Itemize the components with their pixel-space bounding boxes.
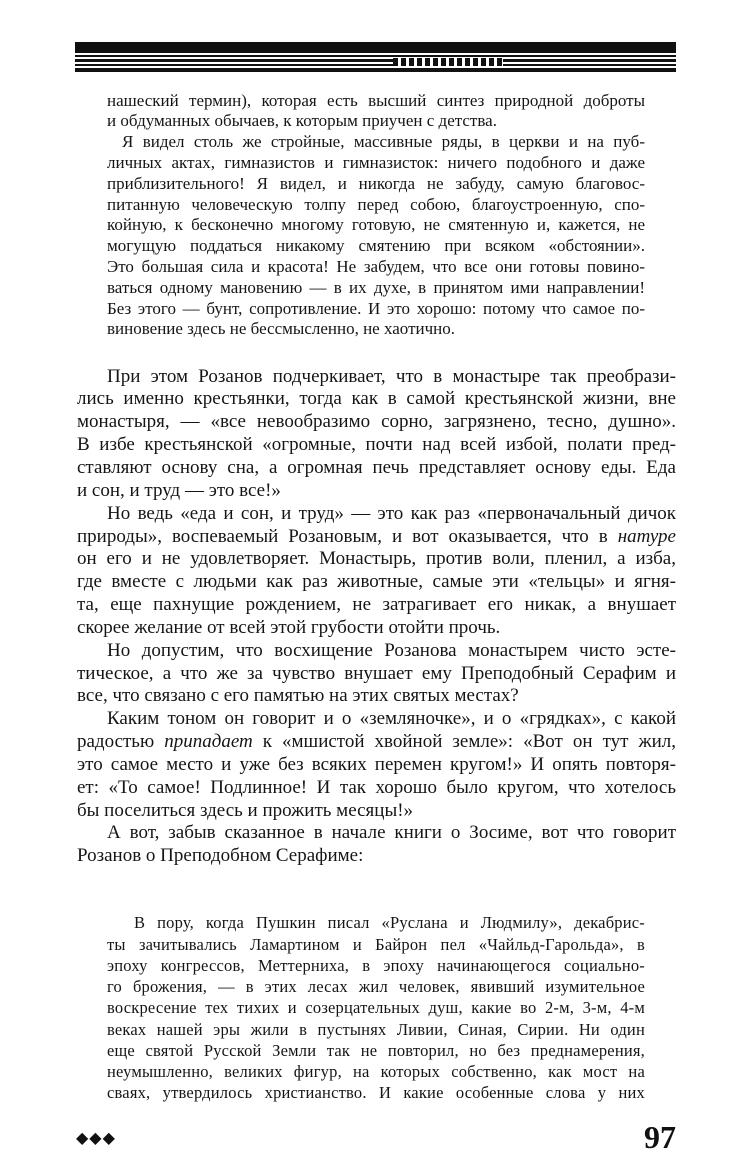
text-line: сваях, утвердилось христианство. И какие особенные слова у них <box>107 1083 645 1103</box>
text-line: приблизительного! Я видел, и никогда не забуду, самую благовос- <box>107 173 645 193</box>
text-line: и обдуманных обычаев, к которым приучен с детства. <box>107 111 497 131</box>
text-line: где вместе с людьми как раз животные, самые эти «тельцы» и ягня- <box>77 571 676 593</box>
text-line: питанную человеческую толпу перед собою, благоустроенную, спо- <box>107 194 645 214</box>
text-line: ет: «То самое! Подлинное! И так хорошо было кругом, что хотелось <box>77 776 676 798</box>
text-line: бы поселиться здесь и прожить месяцы!» <box>77 799 414 821</box>
text-line: та, еще пахнущие рождением, не затрагивает его никак, а внушает <box>77 594 676 616</box>
text-line: виновение здесь не бессмысленно, не хаотично. <box>107 319 456 339</box>
text-line: личных актах, гимназистов и гимназисток: ничего подобного и даже <box>107 152 645 172</box>
text-line: А вот, забыв сказанное в начале книги о Зосиме, вот что говорит <box>107 822 676 844</box>
page-number: 97 <box>644 1119 676 1155</box>
text-line: При этом Розанов подчеркивает, что в монастыре так преобрази- <box>107 365 676 387</box>
text-line: Каким тоном он говорит и о «земляночке», и о «грядках», с какой <box>107 708 676 730</box>
text-segment: радостью <box>77 731 165 753</box>
text-line: Но ведь «еда и сон, и труд» — это как раз «первоначальный дичок <box>107 502 676 524</box>
text-line: ты зачитывались Ламартином и Байрон пел «Чайльд-Гарольда», в <box>107 934 645 954</box>
text-line: нашеский термин), которая есть высший синтез природной доброты <box>107 90 645 110</box>
text-line: монастыря, — «все невообразимо сорно, загрязнено, тесно, душно». <box>77 411 676 433</box>
text-segment: природы», воспеваемый Розановым, и вот оказывается, что в <box>77 525 618 547</box>
text-line: могущую поддаться никакому смятению при всяком «обстоянии». <box>107 236 645 256</box>
emphasis-word: припадает <box>164 731 253 753</box>
text-line: В избе крестьянской «огромные, почти над всей избой, полати пред- <box>77 434 676 456</box>
text-line: и сон, и труд — это все!» <box>77 479 281 501</box>
text-line: скорее желание от всей этой грубости отойти прочь. <box>77 616 501 638</box>
block-quote-2 <box>107 912 645 1103</box>
text-segment: к «мшистой хвойной земле»: «Вот он тут жил, <box>252 731 676 753</box>
text-line: Но допустим, что восхищение Розанова монастырем чисто эсте- <box>107 639 676 661</box>
text-line: Я видел столь же стройные, массивные ряды, в церкви и на пуб- <box>122 132 645 152</box>
text-line: койную, к бесконечно многому готовую, не смятенную и, кажется, не <box>107 215 645 235</box>
text-line: эпоху конгрессов, Меттерниха, в эпоху начинающегося социально- <box>107 955 645 975</box>
text-line <box>77 731 676 754</box>
text-line: Розанов о Преподобном Серафиме: <box>77 845 364 867</box>
text-line: В пору, когда Пушкин писал «Руслана и Людмилу», декабрис- <box>134 913 645 933</box>
text-line: Без этого — бунт, сопротивление. И это хорошо: потому что самое по- <box>107 298 645 318</box>
header-decorative-rule <box>75 42 676 72</box>
text-line: тическое, а что же за чувство внушает ему Преподобный Серафим и <box>77 662 676 684</box>
text-line: неумышленно, великих фигур, на которых собственно, как мост на <box>107 1062 645 1082</box>
text-line: еще святой Русской Земли так не повторил, но без преднамерения, <box>107 1040 645 1060</box>
body-text <box>77 366 676 869</box>
rule-ornament <box>393 58 503 66</box>
emphasis-word: натуре <box>617 525 676 547</box>
footer-diamond-ornament: ◆◆◆ <box>76 1128 116 1147</box>
text-line: это самое место и уже без всяких перемен кругом!» И опять повторя- <box>77 753 676 775</box>
text-line: Это большая сила и красота! Не забудем, что все они готовы повино- <box>107 256 645 276</box>
text-line: ваться одному мановению — в их духе, в принятом ими направлении! <box>107 277 645 297</box>
text-line <box>77 526 676 549</box>
block-quote-1 <box>107 91 645 341</box>
text-line: он его и не удовлетворяет. Монастырь, против воли, пленил, а изба, <box>77 548 676 570</box>
text-line: ставляют основу сна, а огромная печь представляет основу еды. Еда <box>77 456 676 478</box>
text-line: го брожения, — в этих лесах жил человек, явивший изумительное <box>107 977 645 997</box>
text-line: все, что связано с его памятью на этих святых местах? <box>77 685 519 707</box>
text-line: веках нашей эры жили в пустынях Ливии, Синая, Сирии. Ни один <box>107 1019 645 1039</box>
text-line: лись именно крестьянки, тогда как в самой крестьянской жизни, вне <box>77 388 676 410</box>
text-line: воскресение тех тихих и созерцательных душ, какие во 2-м, 3-м, 4-м <box>107 998 645 1018</box>
